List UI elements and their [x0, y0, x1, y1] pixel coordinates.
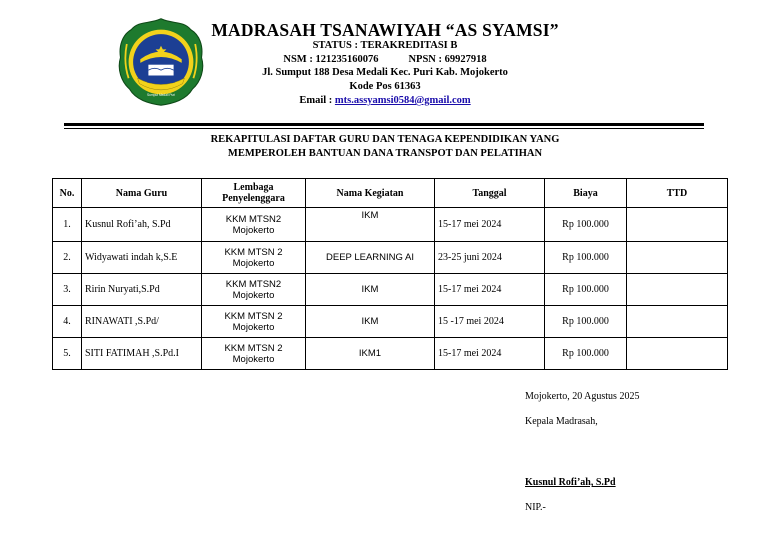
- cell-lembaga: [202, 208, 306, 242]
- cell-no: 4.: [53, 306, 82, 338]
- school-logo: [116, 16, 206, 108]
- table-row: [53, 242, 728, 274]
- cell-lembaga-line1: KKM MTSN2: [225, 278, 282, 290]
- cell-nama: SITI FATIMAH ,S.Pd.I: [82, 338, 202, 370]
- cell-ttd: [627, 306, 728, 338]
- cell-biaya: Rp 100.000: [545, 338, 627, 370]
- cell-tanggal: 15-17 mei 2024: [435, 338, 545, 370]
- logo-badge: [119, 19, 203, 105]
- cell-biaya: Rp 100.000: [545, 274, 627, 306]
- cell-lembaga-line2: Mojokerto: [232, 257, 275, 269]
- cell-lembaga-line1: KKM MTSN2: [225, 213, 282, 225]
- table-row: [53, 306, 728, 338]
- postal-code: Kode Pos 61363: [349, 81, 421, 92]
- cell-nama: Kusnul Rofi’ah, S.Pd: [82, 208, 202, 242]
- document-title-line1: REKAPITULASI DAFTAR GURU DAN TENAGA KEPENDIDIKAN YANG: [210, 134, 560, 145]
- document-title-line2: MEMPEROLEH BANTUAN DANA TRANSPOT DAN PELATIHAN: [227, 148, 543, 159]
- accreditation-status: STATUS : TERAKREDITASI B: [312, 40, 458, 51]
- email-label: Email :: [299, 95, 333, 106]
- email-link[interactable]: mts.assyamsi0584@gmail.com: [334, 95, 471, 106]
- col-header-biaya: Biaya: [545, 179, 627, 208]
- cell-kegiatan: DEEP LEARNING AI: [306, 242, 435, 274]
- cell-kegiatan: IKM: [306, 306, 435, 338]
- col-header-lembaga: [202, 179, 306, 208]
- email-line: [200, 95, 570, 106]
- col-header-tanggal: Tanggal: [435, 179, 545, 208]
- cell-biaya: Rp 100.000: [545, 208, 627, 242]
- cell-ttd: [627, 274, 728, 306]
- cell-nama: Widyawati indah k,S.E: [82, 242, 202, 274]
- cell-tanggal: 15 -17 mei 2024: [435, 306, 545, 338]
- logo-subtext: Sumput Medali Puri: [146, 93, 176, 98]
- school-name: MADRASAH TSANAWIYAH “AS SYAMSI”: [211, 20, 559, 40]
- header-divider-thick: [64, 123, 704, 126]
- cell-lembaga-line1: KKM MTSN 2: [224, 342, 283, 354]
- col-header-lembaga-line1: Lembaga: [233, 182, 274, 193]
- cell-lembaga-line1: KKM MTSN 2: [224, 246, 283, 258]
- cell-ttd: [627, 338, 728, 370]
- school-address: Jl. Sumput 188 Desa Medali Kec. Puri Kab. Mojokerto: [262, 67, 508, 78]
- col-header-lembaga-line2: Penyelenggara: [222, 193, 285, 204]
- col-header-ttd: TTD: [627, 179, 728, 208]
- cell-biaya: Rp 100.000: [545, 242, 627, 274]
- cell-no: 2.: [53, 242, 82, 274]
- cell-tanggal: 15-17 mei 2024: [435, 274, 545, 306]
- table-row: [53, 208, 728, 242]
- col-header-no: No.: [53, 179, 82, 208]
- table-header-row: [53, 179, 728, 208]
- cell-lembaga: [202, 338, 306, 370]
- signature-nip: NIP.-: [525, 502, 546, 513]
- cell-ttd: [627, 242, 728, 274]
- logo-text: MTs AS SYAMSI: [147, 80, 175, 85]
- cell-kegiatan: IKM: [306, 274, 435, 306]
- cell-lembaga: [202, 306, 306, 338]
- cell-lembaga: [202, 242, 306, 274]
- signature-name: Kusnul Rofi’ah, S.Pd: [525, 477, 616, 488]
- nsm-number: NSM : 121235160076: [283, 54, 379, 65]
- cell-lembaga-line2: Mojokerto: [232, 321, 275, 333]
- cell-nama: RINAWATI ,S.Pd/: [82, 306, 202, 338]
- table-row: [53, 338, 728, 370]
- cell-no: 3.: [53, 274, 82, 306]
- cell-tanggal: 15-17 mei 2024: [435, 208, 545, 242]
- teacher-table: [52, 178, 728, 370]
- col-header-kegiatan: Nama Kegiatan: [306, 179, 435, 208]
- header-divider-thin: [64, 128, 704, 129]
- cell-no: 1.: [53, 208, 82, 242]
- cell-lembaga-line2: Mojokerto: [232, 353, 275, 365]
- cell-lembaga-line2: Mojokerto: [232, 224, 275, 236]
- cell-ttd: [627, 208, 728, 242]
- cell-kegiatan: IKM1: [306, 338, 435, 370]
- cell-lembaga: [202, 274, 306, 306]
- signature-position: Kepala Madrasah,: [525, 416, 598, 427]
- school-ids: [200, 54, 570, 65]
- cell-no: 5.: [53, 338, 82, 370]
- cell-biaya: Rp 100.000: [545, 306, 627, 338]
- cell-nama: Ririn Nuryati,S.Pd: [82, 274, 202, 306]
- cell-lembaga-line2: Mojokerto: [232, 289, 275, 301]
- table-row: [53, 274, 728, 306]
- cell-kegiatan: IKM: [306, 208, 435, 242]
- cell-lembaga-line1: KKM MTSN 2: [224, 310, 283, 322]
- npsn-number: NPSN : 69927918: [408, 54, 487, 65]
- signature-place-date: Mojokerto, 20 Agustus 2025: [525, 391, 640, 402]
- cell-tanggal: 23-25 juni 2024: [435, 242, 545, 274]
- col-header-nama: Nama Guru: [82, 179, 202, 208]
